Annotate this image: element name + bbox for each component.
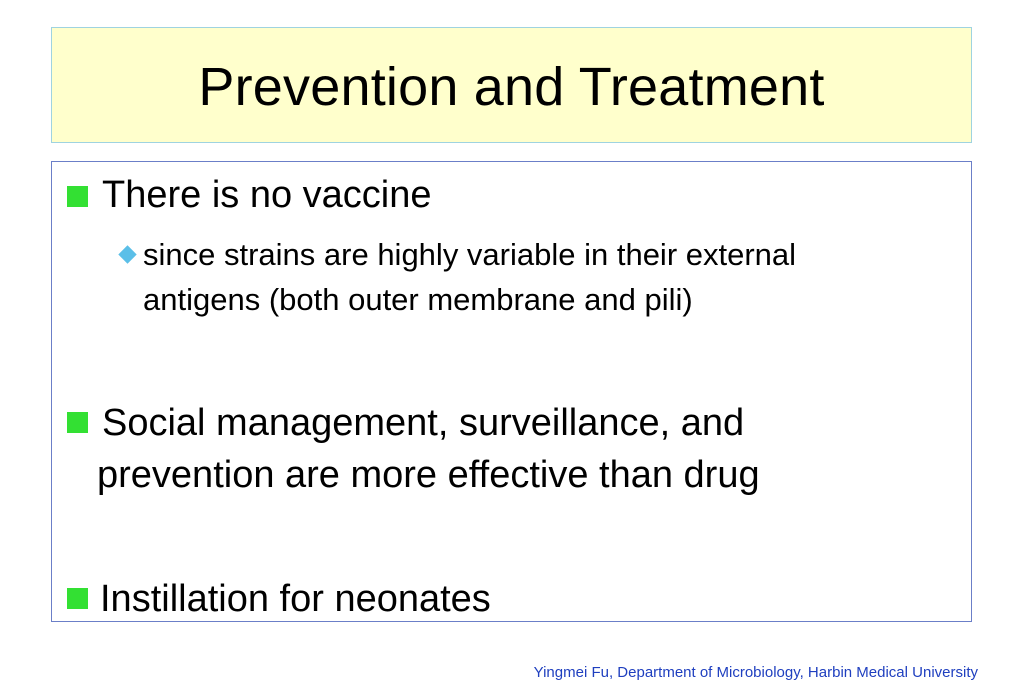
green-square-bullet-icon <box>67 588 88 609</box>
blue-diamond-bullet-icon <box>118 245 136 263</box>
title-box <box>51 27 972 143</box>
bullet-1-text: There is no vaccine <box>102 174 432 216</box>
sub-bullet-line-1: since strains are highly variable in their external <box>143 237 797 272</box>
green-square-bullet-icon <box>67 412 88 433</box>
content-box <box>51 161 972 622</box>
sub-bullet-line-2: antigens (both outer membrane and pili) <box>143 282 693 317</box>
slide-footer: Yingmei Fu, Department of Microbiology, Harbin Medical University <box>533 664 978 681</box>
bullet-3-text: Instillation for neonates <box>100 578 491 620</box>
green-square-bullet-icon <box>67 186 88 207</box>
slide-title: Prevention and Treatment <box>198 57 825 117</box>
bullet-2-line-2: prevention are more effective than drug <box>97 454 760 496</box>
bullet-2-line-1: Social management, surveillance, and <box>102 402 745 444</box>
